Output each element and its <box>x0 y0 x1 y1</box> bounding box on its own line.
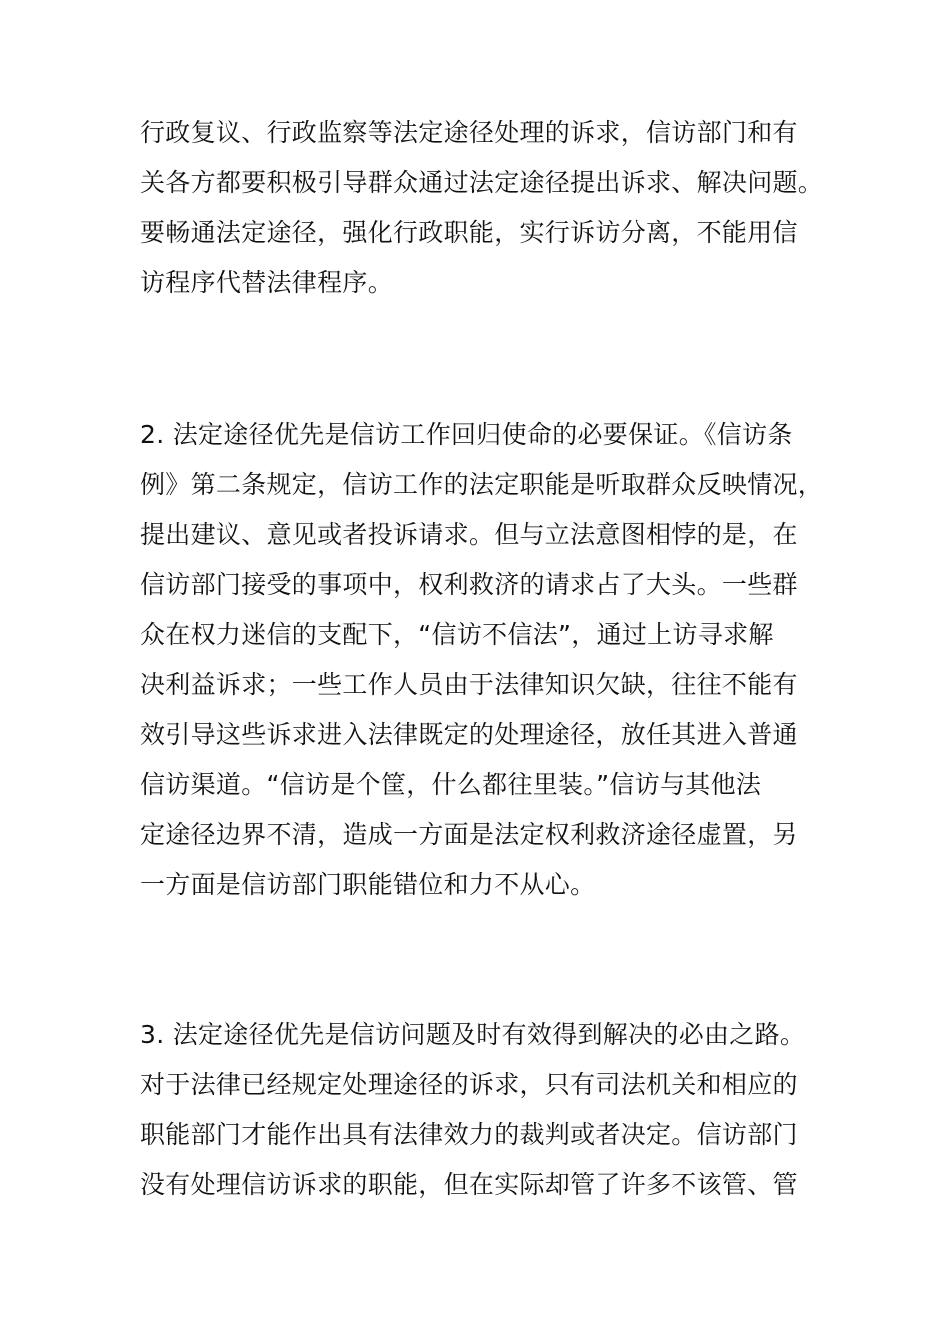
paragraph-point-3 <box>140 1010 820 1210</box>
text-line: 信访部门接受的事项中，权利救济的请求占了大头。一些群 <box>140 570 798 599</box>
text-line: 2. 法定途径优先是信访工作回归使命的必要保证。《信访条 <box>140 420 793 449</box>
text-line: 访程序代替法律程序。 <box>140 268 394 297</box>
text-line: 关各方都要积极引导群众通过法定途径提出诉求、解决问题。 <box>140 168 824 197</box>
text-line: 例》第二条规定，信访工作的法定职能是听取群众反映情况， <box>140 470 824 499</box>
text-line: 一方面是信访部门职能错位和力不从心。 <box>140 870 596 899</box>
text-line: 信访渠道。“信访是个筐，什么都往里装。”信访与其他法 <box>140 770 762 799</box>
text-line: 决利益诉求；一些工作人员由于法律知识欠缺，往往不能有 <box>140 670 798 699</box>
text-line: 定途径边界不清，造成一方面是法定权利救济途径虚置，另 <box>140 820 798 849</box>
text-line: 提出建议、意见或者投诉请求。但与立法意图相悖的是，在 <box>140 520 798 549</box>
text-line: 3. 法定途径优先是信访问题及时有效得到解决的必由之路。 <box>140 1020 806 1049</box>
text-line: 众在权力迷信的支配下，“信访不信法”，通过上访寻求解 <box>140 620 774 649</box>
paragraph-continuation <box>140 108 824 308</box>
text-line: 对于法律已经规定处理途径的诉求，只有司法机关和相应的 <box>140 1070 798 1099</box>
text-line: 要畅通法定途径，强化行政职能，实行诉访分离，不能用信 <box>140 218 798 247</box>
text-line: 没有处理信访诉求的职能，但在实际却管了许多不该管、管 <box>140 1170 798 1199</box>
text-line: 行政复议、行政监察等法定途径处理的诉求，信访部门和有 <box>140 118 798 147</box>
text-line: 效引导这些诉求进入法律既定的处理途径，放任其进入普通 <box>140 720 798 749</box>
paragraph-point-2 <box>140 410 824 910</box>
text-line: 职能部门才能作出具有法律效力的裁判或者决定。信访部门 <box>140 1120 798 1149</box>
